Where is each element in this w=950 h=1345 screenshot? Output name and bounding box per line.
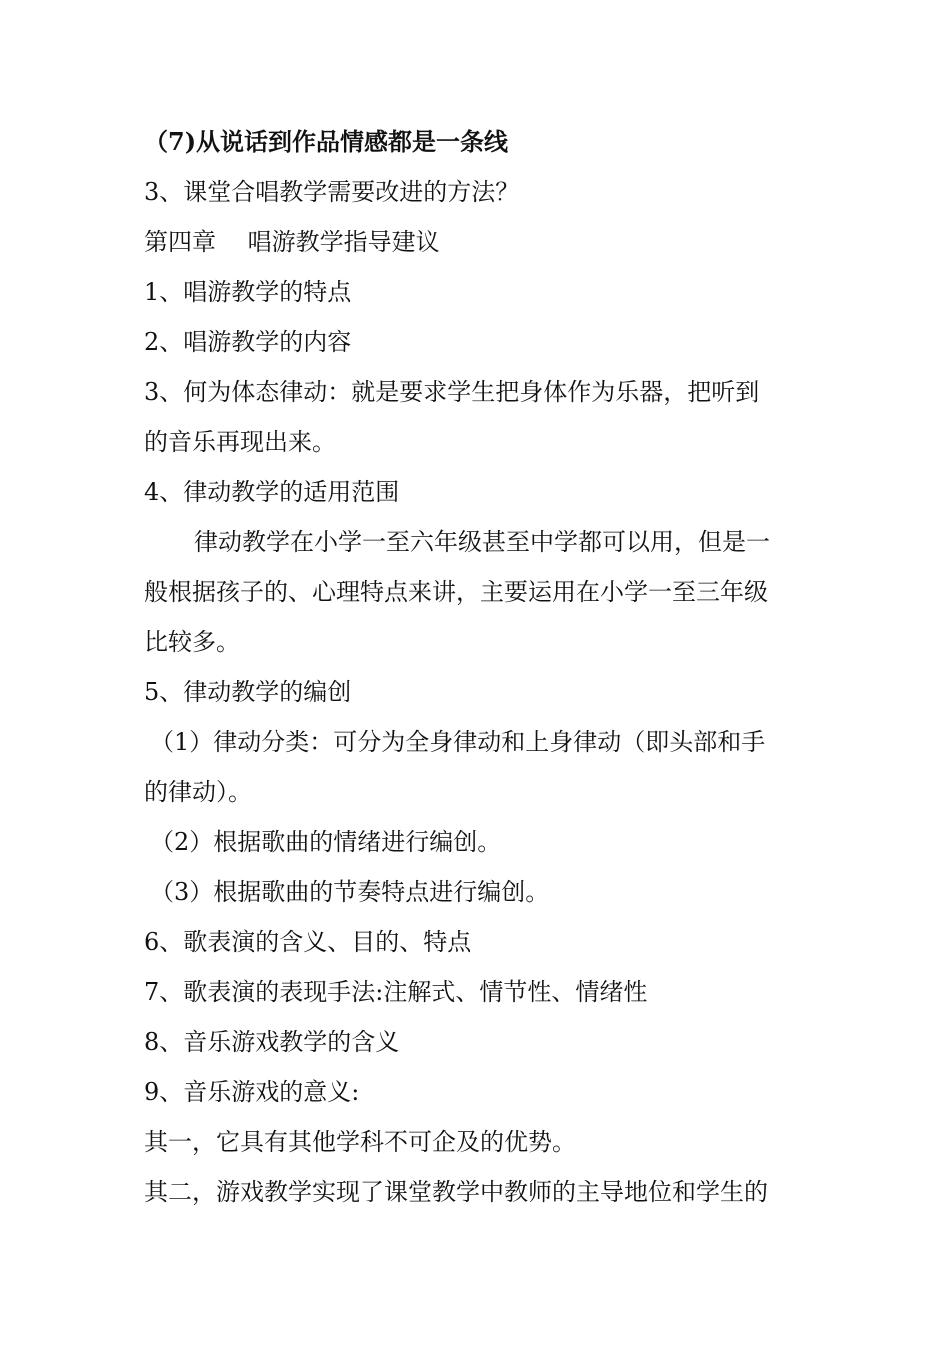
item-6-song-performance: 6、歌表演的含义、目的、特点 [144,928,472,956]
item-8-music-game: 8、音乐游戏教学的含义 [144,1028,400,1056]
scope-paragraph-line-3: 比较多。 [144,628,240,656]
sub-item-1-classification: （1）律动分类：可分为全身律动和上身律动（即头部和手 [150,728,766,756]
sub-item-1-classification-cont: 的律动）。 [144,778,252,806]
scope-paragraph-line-1: 律动教学在小学一至六年级甚至中学都可以用，但是一 [194,528,770,556]
sub-item-3-rhythm: （3）根据歌曲的节奏特点进行编创。 [150,878,550,906]
item-4-scope: 4、律动教学的适用范围 [144,478,400,506]
item-2-content: 2、唱游教学的内容 [144,328,352,356]
item-1-features: 1、唱游教学的特点 [144,278,352,306]
document-body [144,117,809,1217]
item-9-game-meaning: 9、音乐游戏的意义: [144,1078,360,1106]
point-two: 其二，游戏教学实现了课堂教学中教师的主导地位和学生的 [144,1178,768,1206]
point-one: 其一，它具有其他学科不可企及的优势。 [144,1128,576,1156]
item-5-creation: 5、律动教学的编创 [144,678,352,706]
scope-paragraph-line-2: 般根据孩子的、心理特点来讲，主要运用在小学一至三年级 [144,578,768,606]
list-item-7: （7)从说话到作品情感都是一条线 [144,127,509,156]
item-3-rhythm-definition-cont: 的音乐再现出来。 [144,428,336,456]
question-3-choir-improvement: 3、课堂合唱教学需要改进的方法？ [144,178,520,206]
item-3-rhythm-definition: 3、何为体态律动：就是要求学生把身体作为乐器，把听到 [144,378,760,406]
item-7-techniques: 7、歌表演的表现手法:注解式、情节性、情绪性 [144,978,648,1006]
sub-item-2-emotion: （2）根据歌曲的情绪进行编创。 [150,828,502,856]
chapter-4-heading: 第四章 唱游教学指导建议 [144,228,440,256]
